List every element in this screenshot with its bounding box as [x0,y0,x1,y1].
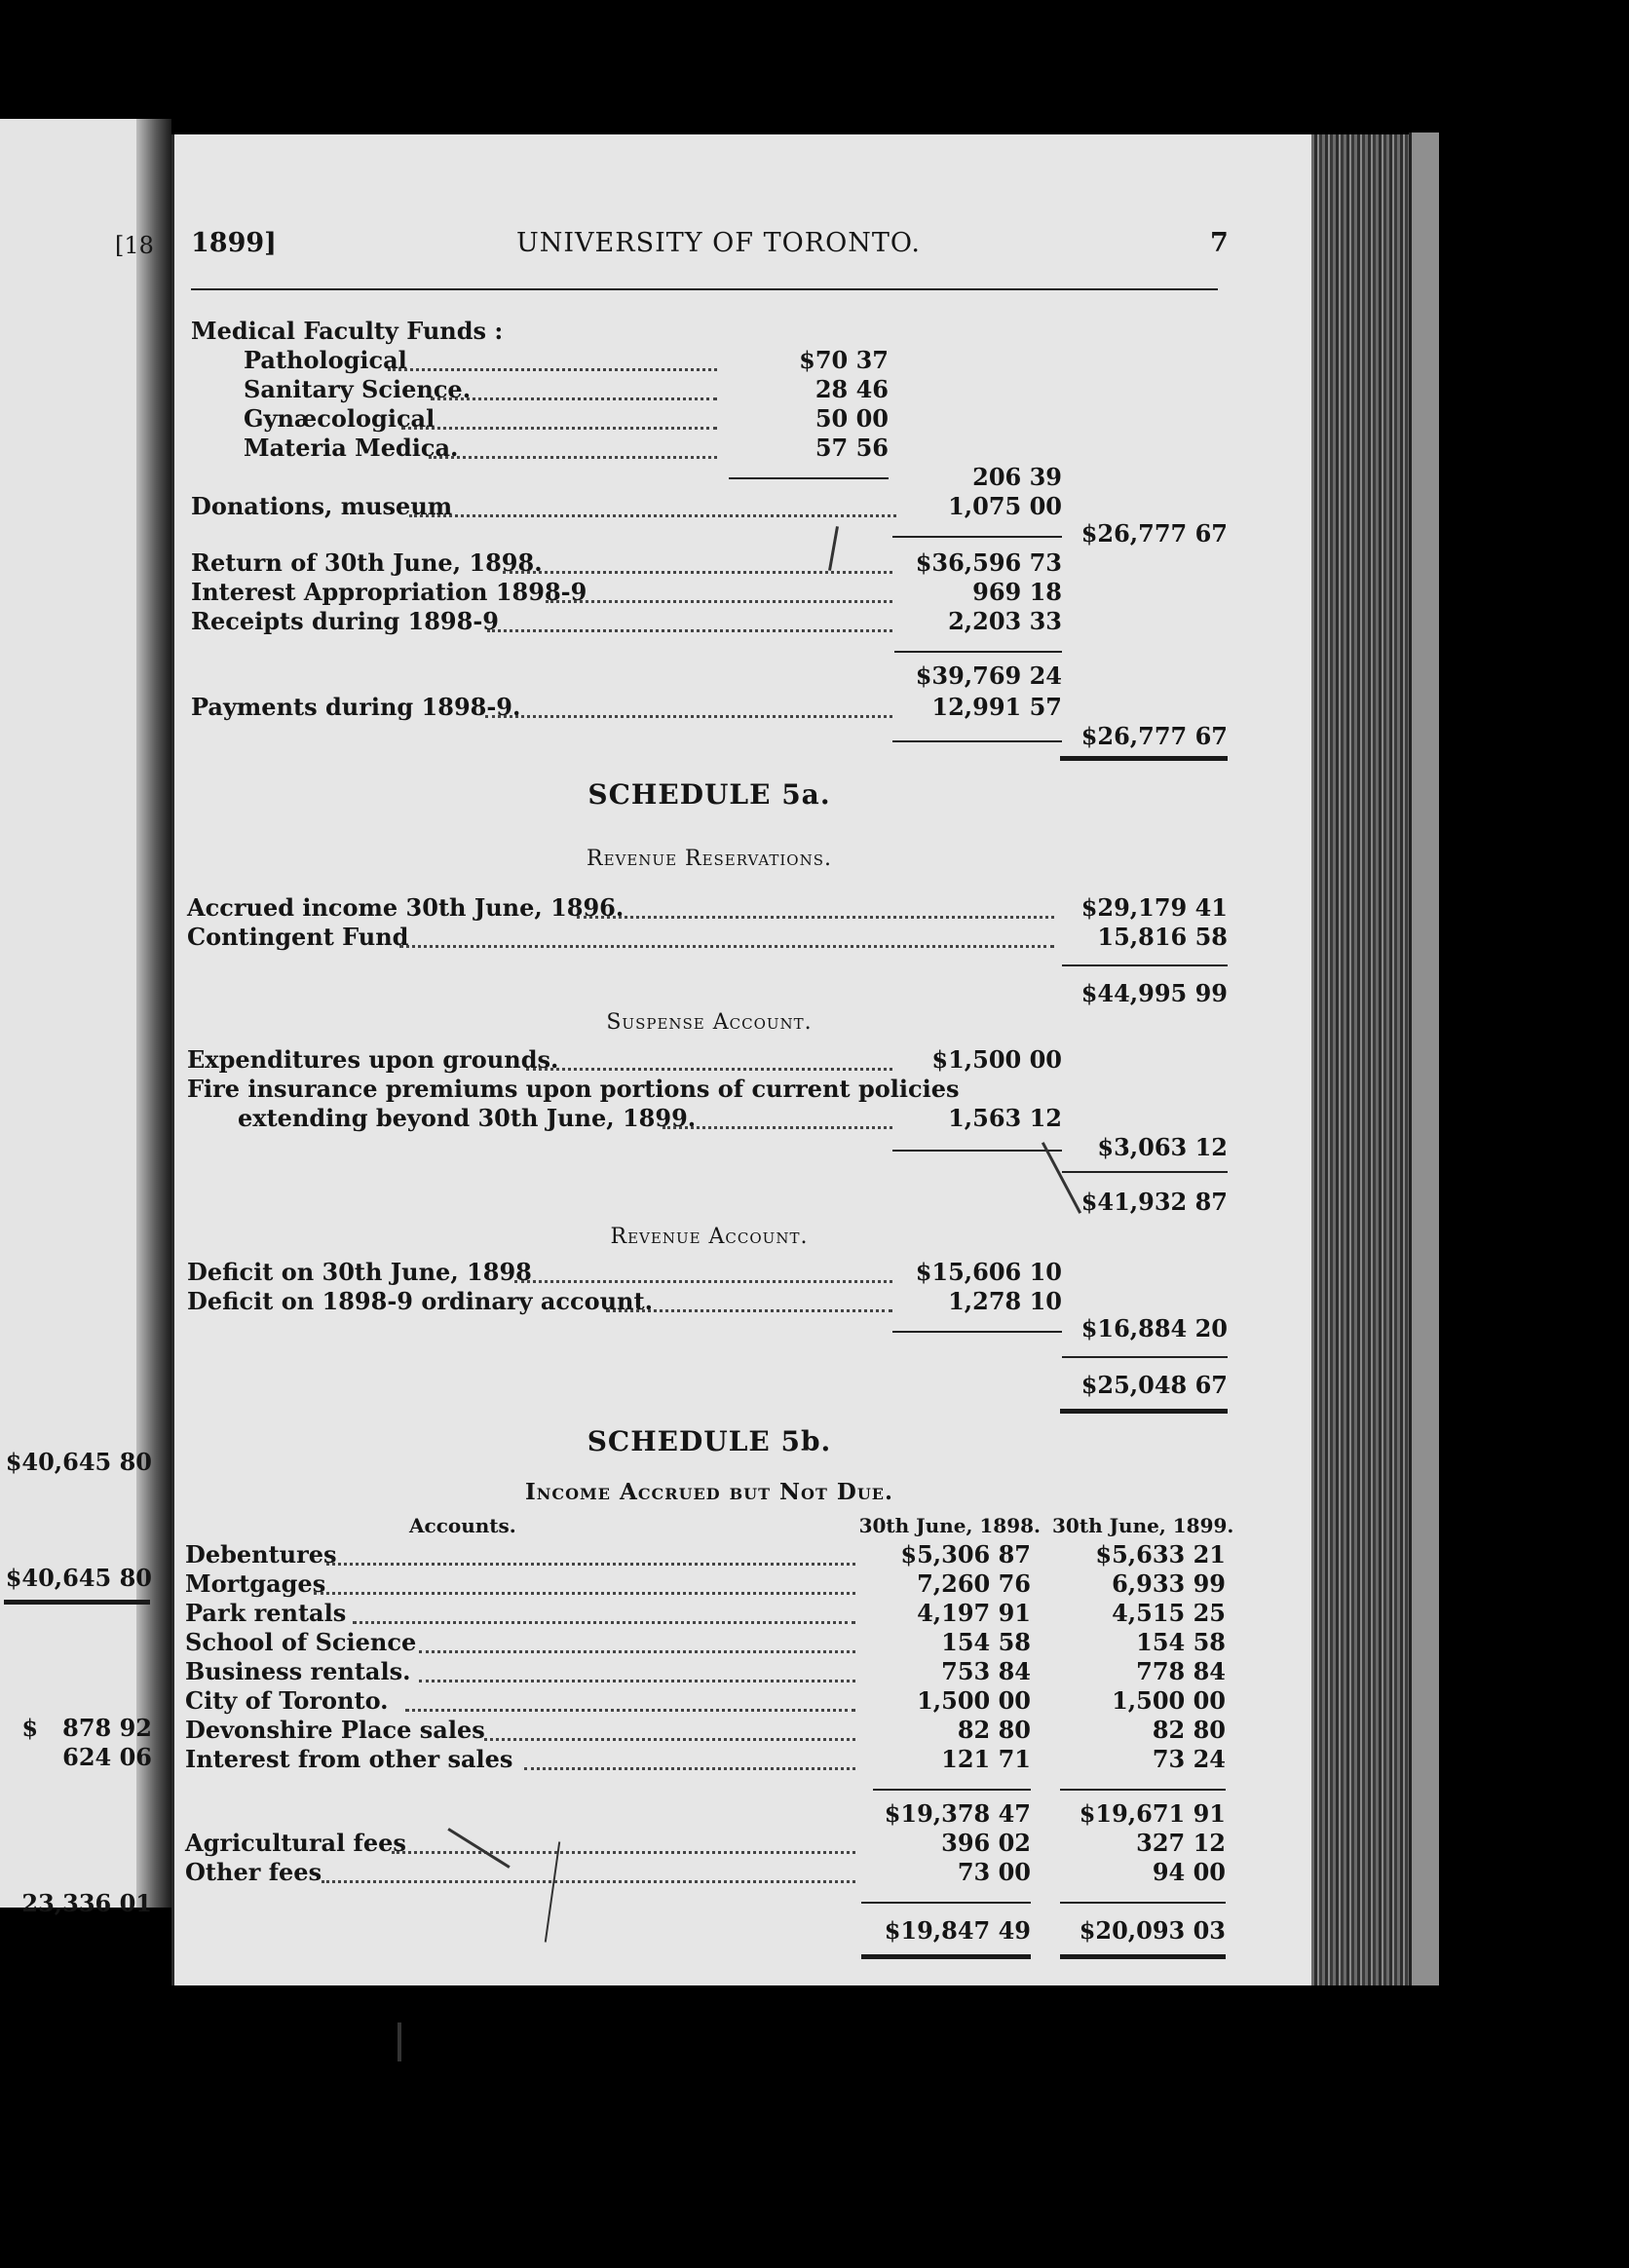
column-header-1899: 30th June, 1899. [1052,1514,1234,1537]
total-1898: $19,847 49 [884,1916,1031,1945]
pencil-mark [398,2022,401,2061]
dot-leader [314,1592,856,1595]
dot-leader [405,1709,855,1712]
subtotal-rule [729,477,889,479]
fee-1899: 327 12 [1136,1829,1226,1857]
double-rule [1060,1409,1228,1414]
medical-item-label: Materia Medica. [244,434,459,462]
left-page-rule [4,1600,150,1605]
table-cell-1899: 82 80 [1152,1716,1226,1744]
table-cell-1899: 1,500 00 [1112,1686,1226,1715]
total-1899: $20,093 03 [1079,1916,1226,1945]
table-cell-1898: 1,500 00 [917,1686,1031,1715]
schedule-5a-title: SCHEDULE 5a. [587,778,831,811]
left-page-amount: $40,645 80 [5,1448,152,1476]
table-row-label: Park rentals [185,1599,347,1627]
suspense-amount: 1,563 12 [948,1104,1062,1132]
dot-leader [322,1880,855,1883]
reservation-amount: 15,816 58 [1097,923,1228,951]
running-title: UNIVERSITY OF TORONTO. [516,228,921,258]
revenue-label: Deficit on 30th June, 1898 [187,1258,532,1286]
table-cell-1898: $5,306 87 [900,1540,1031,1569]
total-rule [1060,1902,1226,1904]
return-total: $26,777 67 [1080,722,1228,750]
table-row-label: Interest from other sales [185,1745,513,1773]
dot-leader [484,1738,855,1741]
donations-amount: 1,075 00 [948,492,1062,520]
dot-leader [388,368,717,371]
subtotal-1898: $19,378 47 [884,1799,1031,1828]
dot-leader [419,1680,856,1682]
suspense-balance: $41,932 87 [1080,1188,1228,1216]
income-accrued-heading: Income Accrued but Not Due. [525,1479,893,1505]
left-page-amount: 624 06 [62,1743,152,1771]
table-cell-1899: $5,633 21 [1095,1540,1226,1569]
table-cell-1899: 154 58 [1136,1628,1226,1656]
fee-label: Other fees [185,1858,322,1886]
fee-label: Agricultural fees [185,1829,406,1857]
table-cell-1898: 7,260 76 [917,1569,1031,1598]
double-rule [1060,756,1228,761]
payments-amount: 12,991 57 [931,693,1062,721]
dot-leader [431,397,717,400]
schedule-5b-title: SCHEDULE 5b. [587,1425,832,1457]
dot-leader [429,456,717,459]
return-amount: $36,596 73 [915,548,1062,577]
total-rule [861,1902,1031,1904]
revenue-total: $16,884 20 [1080,1314,1228,1342]
dot-leader [526,1068,892,1071]
subtotal-rule [894,651,1062,653]
suspense-amount: $1,500 00 [931,1045,1062,1074]
revenue-balance: $25,048 67 [1080,1371,1228,1399]
book-gutter [136,119,171,1908]
double-rule [861,1954,1031,1959]
dot-leader [606,1309,892,1312]
table-row-label: Debentures [185,1540,337,1569]
reservation-amount: $29,179 41 [1080,893,1228,922]
table-row-label: City of Toronto. [185,1686,389,1715]
total-rule [1062,1356,1228,1358]
dot-leader [485,715,892,718]
table-cell-1898: 121 71 [941,1745,1031,1773]
subtotal-1899: $19,671 91 [1079,1799,1226,1828]
page-number: 7 [1210,228,1229,258]
table-cell-1898: 154 58 [941,1628,1031,1656]
left-page-amount: 23,336 01 [21,1889,152,1917]
fee-1898: 396 02 [941,1829,1031,1857]
total-rule [892,1331,1062,1333]
reservation-label: Contingent Fund [187,923,409,951]
book-cover-edge [1409,132,1439,1985]
left-page-amount: $40,645 80 [5,1564,152,1592]
double-rule [1060,1954,1226,1959]
payments-label: Payments during 1898-9. [191,693,521,721]
dot-leader [399,945,1054,948]
medical-heading: Medical Faculty Funds : [191,317,504,345]
medical-item-amount: 28 46 [814,375,889,403]
medical-item-amount: 57 56 [814,434,889,462]
dot-leader [663,1126,892,1129]
table-cell-1899: 778 84 [1136,1657,1226,1685]
table-cell-1898: 4,197 91 [917,1599,1031,1627]
total-rule [1062,964,1228,966]
return-label: Return of 30th June, 1898. [191,548,543,577]
dot-leader [487,629,892,632]
return-label: Receipts during 1898-9 [191,607,499,635]
dot-leader [524,1767,856,1770]
dot-leader [409,514,896,517]
table-row-label: Devonshire Place sales [185,1716,485,1744]
total-rule [1062,1171,1228,1173]
table-cell-1898: 753 84 [941,1657,1031,1685]
medical-total: $26,777 67 [1080,519,1228,548]
dot-leader [353,1621,855,1624]
fee-1899: 94 00 [1152,1858,1226,1886]
suspense-label: extending beyond 30th June, 1899. [238,1104,697,1132]
reservation-label: Accrued income 30th June, 1896. [187,893,625,922]
header-rule [191,288,1218,290]
revenue-reservations-heading: Revenue Reservations. [587,847,832,871]
return-amount: 969 18 [972,578,1062,606]
medical-item-amount: $70 37 [799,346,889,374]
medical-item-amount: 50 00 [814,404,889,433]
medical-subtotal: 206 39 [972,463,1062,491]
left-facing-page [0,119,148,1908]
revenue-account-heading: Revenue Account. [610,1225,809,1249]
total-rule [892,536,1062,538]
subtotal-rule [1060,1789,1226,1791]
dot-leader [514,1280,892,1283]
subtotal-rule [873,1789,1031,1791]
medical-item-label: Sanitary Science. [244,375,472,403]
reservations-total: $44,995 99 [1080,979,1228,1007]
suspense-total: $3,063 12 [1097,1133,1228,1161]
dot-leader [419,1650,856,1653]
donations-label: Donations, museum [191,492,453,520]
revenue-label: Deficit on 1898-9 ordinary account. [187,1287,653,1315]
suspense-label: Expenditures upon grounds. [187,1045,559,1074]
table-cell-1899: 6,933 99 [1112,1569,1226,1598]
header-year: 1899] [191,228,277,258]
suspense-account-heading: Suspense Account. [606,1010,813,1035]
table-row-label: Mortgages [185,1569,326,1598]
dot-leader [546,600,892,603]
table-cell-1899: 73 24 [1152,1745,1226,1773]
left-page-amount: $ 878 92 [21,1714,152,1742]
table-row-label: School of Science [185,1628,417,1656]
return-label: Interest Appropriation 1898-9 [191,578,587,606]
total-rule [892,1150,1062,1152]
return-amount: 2,203 33 [948,607,1062,635]
suspense-label: Fire insurance premiums upon portions of current policies [187,1075,960,1103]
revenue-amount: $15,606 10 [915,1258,1062,1286]
total-rule [892,740,1062,742]
table-row-label: Business rentals. [185,1657,411,1685]
dot-leader [392,1851,855,1854]
dot-leader [577,916,1054,919]
column-header-accounts: Accounts. [409,1514,516,1537]
fee-1898: 73 00 [957,1858,1031,1886]
table-cell-1898: 82 80 [957,1716,1031,1744]
medical-item-label: Pathological [244,346,407,374]
dot-leader [326,1563,855,1566]
medical-item-label: Gynæcological [244,404,436,433]
page-edges [1311,134,1409,1985]
column-header-1898: 30th June, 1898. [858,1514,1041,1537]
dot-leader [503,571,892,574]
left-page-bracket: [18 [115,232,154,259]
table-cell-1899: 4,515 25 [1112,1599,1226,1627]
dot-leader [401,427,717,430]
return-subtotal: $39,769 24 [915,662,1062,690]
revenue-amount: 1,278 10 [948,1287,1062,1315]
